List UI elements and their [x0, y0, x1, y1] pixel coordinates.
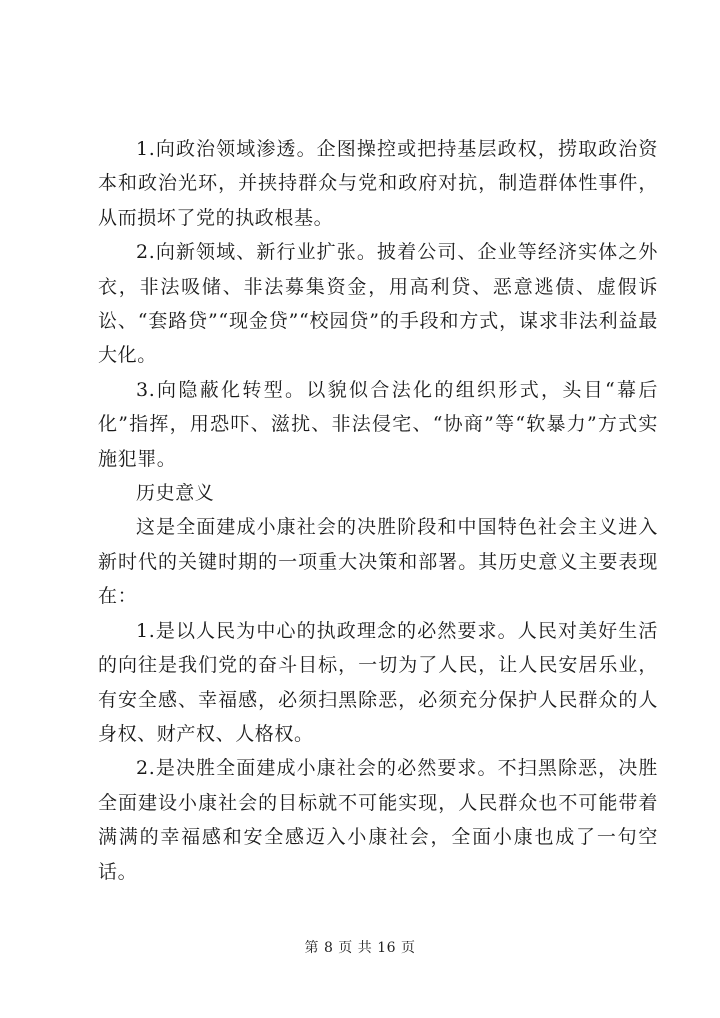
paragraph-people-centered: 1.是以人民为中心的执政理念的必然要求。人民对美好生活的向往是我们党的奋斗目标，一切为了人民，让人民安居乐业，有安全感、幸福感，必须扫黑除恶，必须充分保护人民群众的人身权、财产权、人格权。 [98, 619, 658, 745]
paragraph-political-infiltration: 1.向政治领域渗透。企图操控或把持基层政权，捞取政治资本和政治光环，并挟持群众与党和政府对抗，制造群体性事件，从而损坏了党的执政根基。 [98, 138, 658, 229]
paragraph-moderately-prosperous: 2.是决胜全面建成小康社会的必然要求。不扫黑除恶，决胜全面建设小康社会的目标就不可能实现，人民群众也不可能带着满满的幸福感和安全感迈入小康社会，全面小康也成了一句空话。 [98, 757, 658, 883]
paragraph-covert-transformation: 3.向隐蔽化转型。以貌似合法化的组织形式，头目“幕后化”指挥，用恐吓、滋扰、非法侵宅、“协商”等“软暴力”方式实施犯罪。 [98, 378, 658, 470]
paragraph-new-field-expansion: 2.向新领域、新行业扩张。披着公司、企业等经济实体之外衣，非法吸储、非法募集资金，用高利贷、恶意逃债、虚假诉讼、“套路贷”“现金贷”“校园贷”的手段和方式，谋求非法利益最大化。 [98, 241, 658, 367]
section-heading-historical-significance: 历史意义 [136, 482, 215, 505]
page-number-footer: 第 8 页 共 16 页 [304, 940, 416, 956]
paragraph-significance-intro: 这是全面建成小康社会的决胜阶段和中国特色社会主义进入新时代的关键时期的一项重大决策和部署。其历史意义主要表现在： [98, 516, 658, 608]
document-body [98, 132, 658, 889]
